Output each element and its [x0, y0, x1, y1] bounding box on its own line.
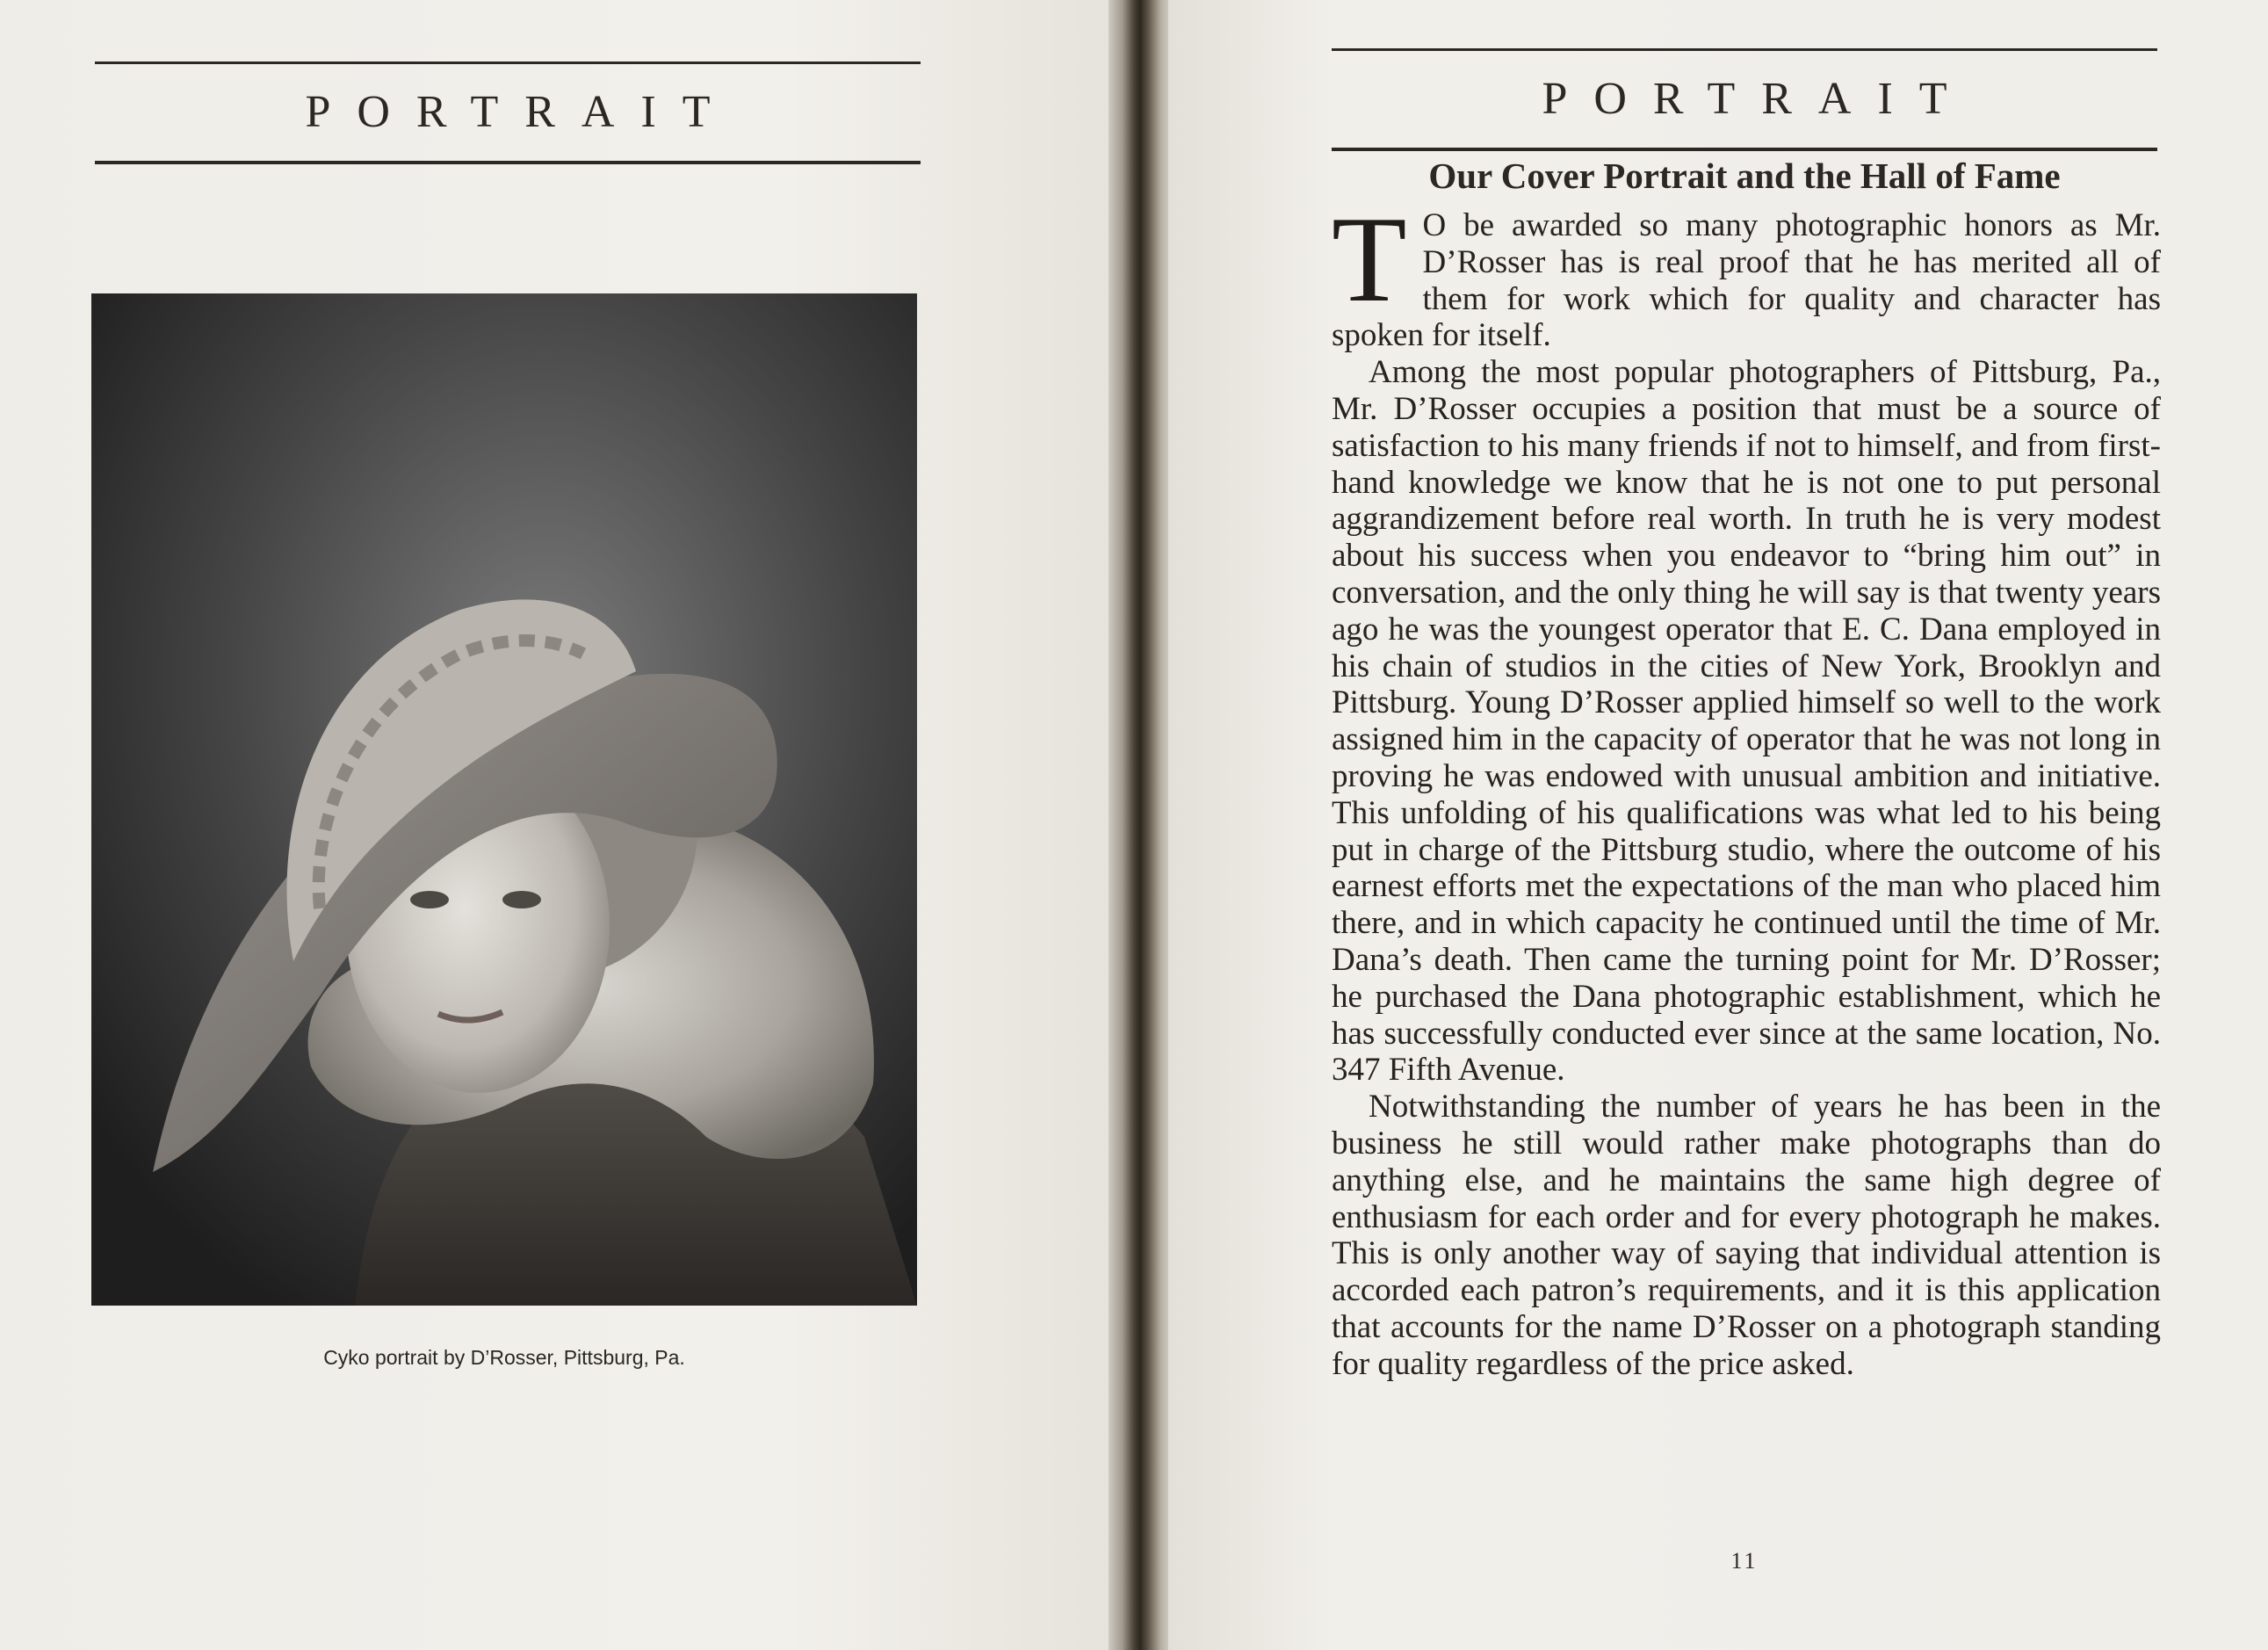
right-running-head	[1332, 48, 2157, 151]
article-paragraph-3: Notwithstanding the number of years he has been in the business he still would rather make photographs than do anything else, and he maintains the same high degree of enthusiasm for each order and for every photograph he makes. This is only another way of saying that individual attention is accorded each patron’s requirements, and it is this application that accounts for the name D’Rosser on a photograph standing for quality regardless of the price asked.	[1332, 1089, 2161, 1382]
left-running-head	[95, 62, 921, 164]
portrait-illustration	[91, 293, 917, 1306]
page-number: 11	[1730, 1548, 1759, 1574]
article-title: Our Cover Portrait and the Hall of Fame	[1428, 156, 2061, 196]
right-running-title: PORTRAIT	[1542, 74, 1974, 124]
article-paragraph-2: Among the most popular photographers of Pittsburg, Pa., Mr. D’Rosser occupies a position that must be a source of satisfaction to his many friends if not to himself, and from first-hand knowledge we know that he is not one to put personal aggrandizement before real worth. In truth he is very modest about his success when you endeavor to “bring him out” in conversation, and the only thing he will say is that twenty years ago he was the youngest operator that E. C. Dana employed in his chain of studios in the cities of New York, Brooklyn and Pittsburg. Young D’Rosser applied himself so well to the work assigned him in the capacity of operator that he was not long in proving he was endowed with unusual ambition and initiative. This unfolding of his qualifications was what led to his being put in charge of the Pittsburg studio, where the outcome of his earnest efforts met the expectations of the man who placed him there, and in which capacity he continued until the time of Mr. Dana’s death. Then came the turning point for Mr. D’Rosser; he purchased the Dana photographic establishment, which he has successfully conducted ever since at the same location, No. 347 Fifth Avenue.	[1332, 354, 2161, 1089]
portrait-photo	[91, 293, 917, 1306]
article-body	[1332, 192, 2161, 1383]
article-paragraph-1	[1332, 192, 2161, 354]
photo-caption: Cyko portrait by D’Rosser, Pittsburg, Pa.	[323, 1346, 685, 1369]
paragraph-text: O be awarded so many photographic honors as Mr. D’Rosser has is real proof that he has merited all of them for work which for quality and character has spoken for itself.	[1332, 207, 2161, 354]
header-rule-bottom	[95, 161, 921, 164]
drop-cap: T	[1332, 192, 1407, 328]
left-running-title: PORTRAIT	[305, 87, 737, 137]
right-page	[1168, 0, 2268, 1650]
header-rule-bottom	[1332, 148, 2157, 151]
book-gutter	[1109, 0, 1172, 1650]
left-page	[0, 0, 1116, 1650]
